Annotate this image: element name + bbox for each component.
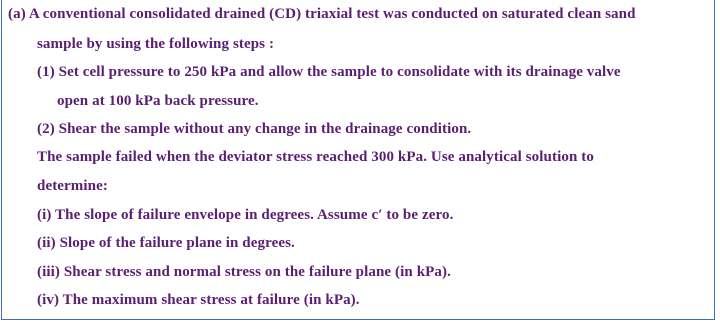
task-item-iv: (iv) The maximum shear stress at failure (in kPa). <box>37 292 360 308</box>
step-2: (2) Shear the sample without any change in the drainage condition. <box>37 121 472 137</box>
step-1-line-2: open at 100 kPa back pressure. <box>57 93 259 109</box>
task-item-i: (i) The slope of failure envelope in degrees. Assume c′ to be zero. <box>37 207 454 223</box>
failure-condition-line-1: The sample failed when the deviator stress reached 300 kPa. Use analytical solution to <box>37 149 594 165</box>
question-panel <box>1 0 715 320</box>
failure-condition-line-2: determine: <box>37 178 108 194</box>
task-item-ii: (ii) Slope of the failure plane in degrees. <box>37 235 295 251</box>
step-1-line-1: (1) Set cell pressure to 250 kPa and allow the sample to consolidate with its drainage valve <box>37 64 621 80</box>
question-intro-line-2: sample by using the following steps : <box>37 36 275 52</box>
question-intro-line-1: (a) A conventional consolidated drained (CD) triaxial test was conducted on saturated clean sand <box>8 6 636 22</box>
task-item-iii: (iii) Shear stress and normal stress on the failure plane (in kPa). <box>37 264 451 280</box>
